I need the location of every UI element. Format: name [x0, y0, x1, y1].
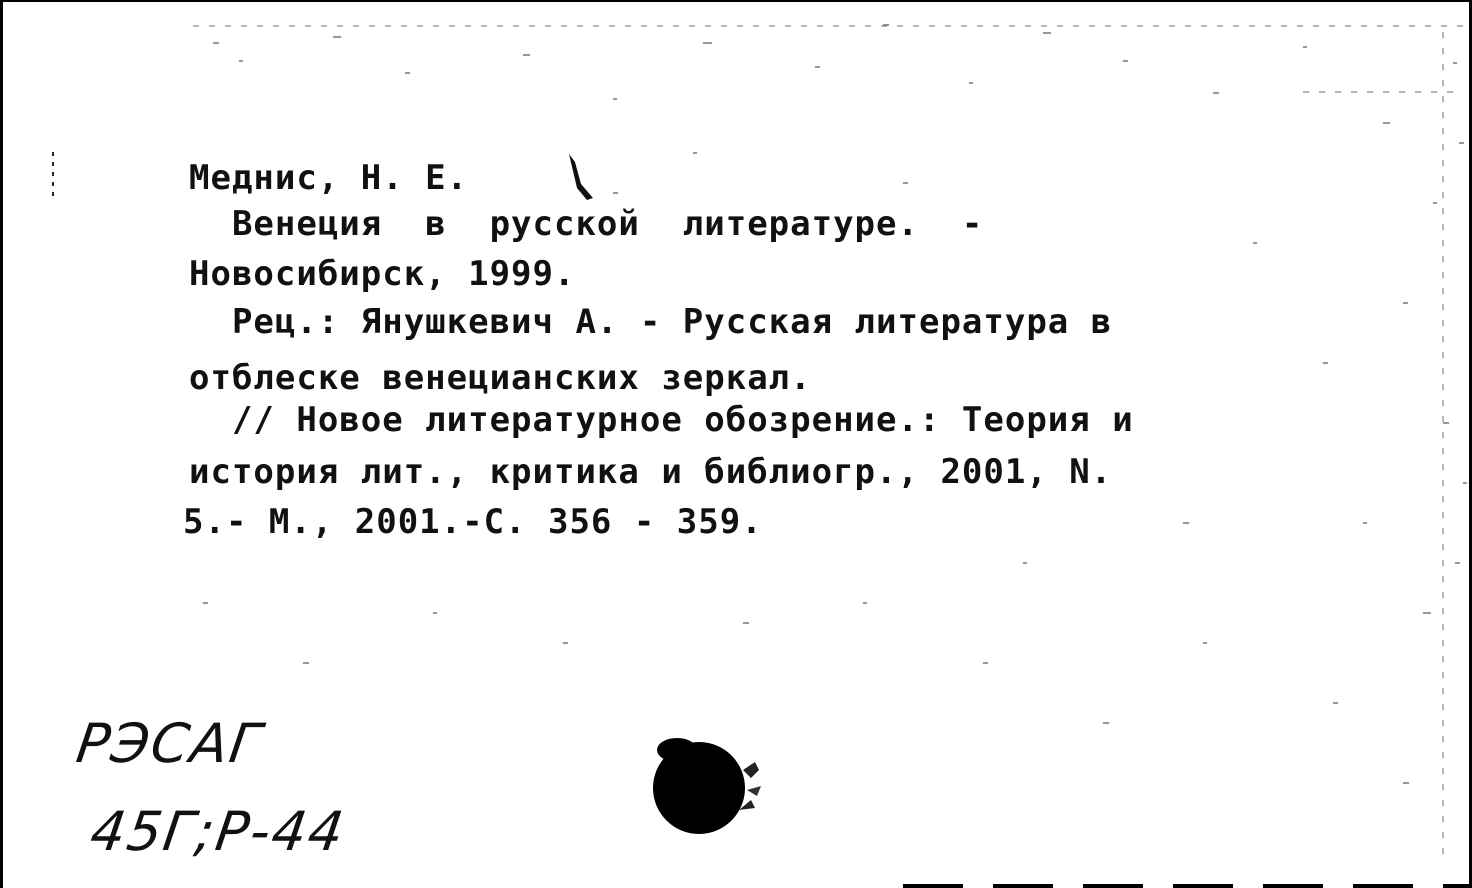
- handwritten-fund-code: РЭСАГ: [72, 712, 267, 775]
- review-line: Рец.: Янушкевич А. - Русская литература в: [189, 302, 1113, 342]
- pages-line: 5.- М., 2001.-С. 356 - 359.: [183, 502, 763, 542]
- punched-hole: [647, 730, 771, 838]
- source-line: // Новое литературное обозрение.: Теория и: [189, 400, 1134, 440]
- review-title-line: отблеске венецианских зеркал.: [189, 358, 812, 398]
- scan-mark: [49, 152, 57, 200]
- source-details-line: история лит., критика и библиогр., 2001, N.: [189, 452, 1113, 492]
- title-line: Венеция в русской литературе. -: [189, 204, 984, 244]
- author-line: Меднис, Н. Е.: [189, 158, 469, 198]
- handwritten-shelf-mark: 45Г;Р-44: [86, 800, 350, 863]
- imprint-line: Новосибирск, 1999.: [189, 254, 576, 294]
- bottom-edge-marks: [903, 882, 1472, 888]
